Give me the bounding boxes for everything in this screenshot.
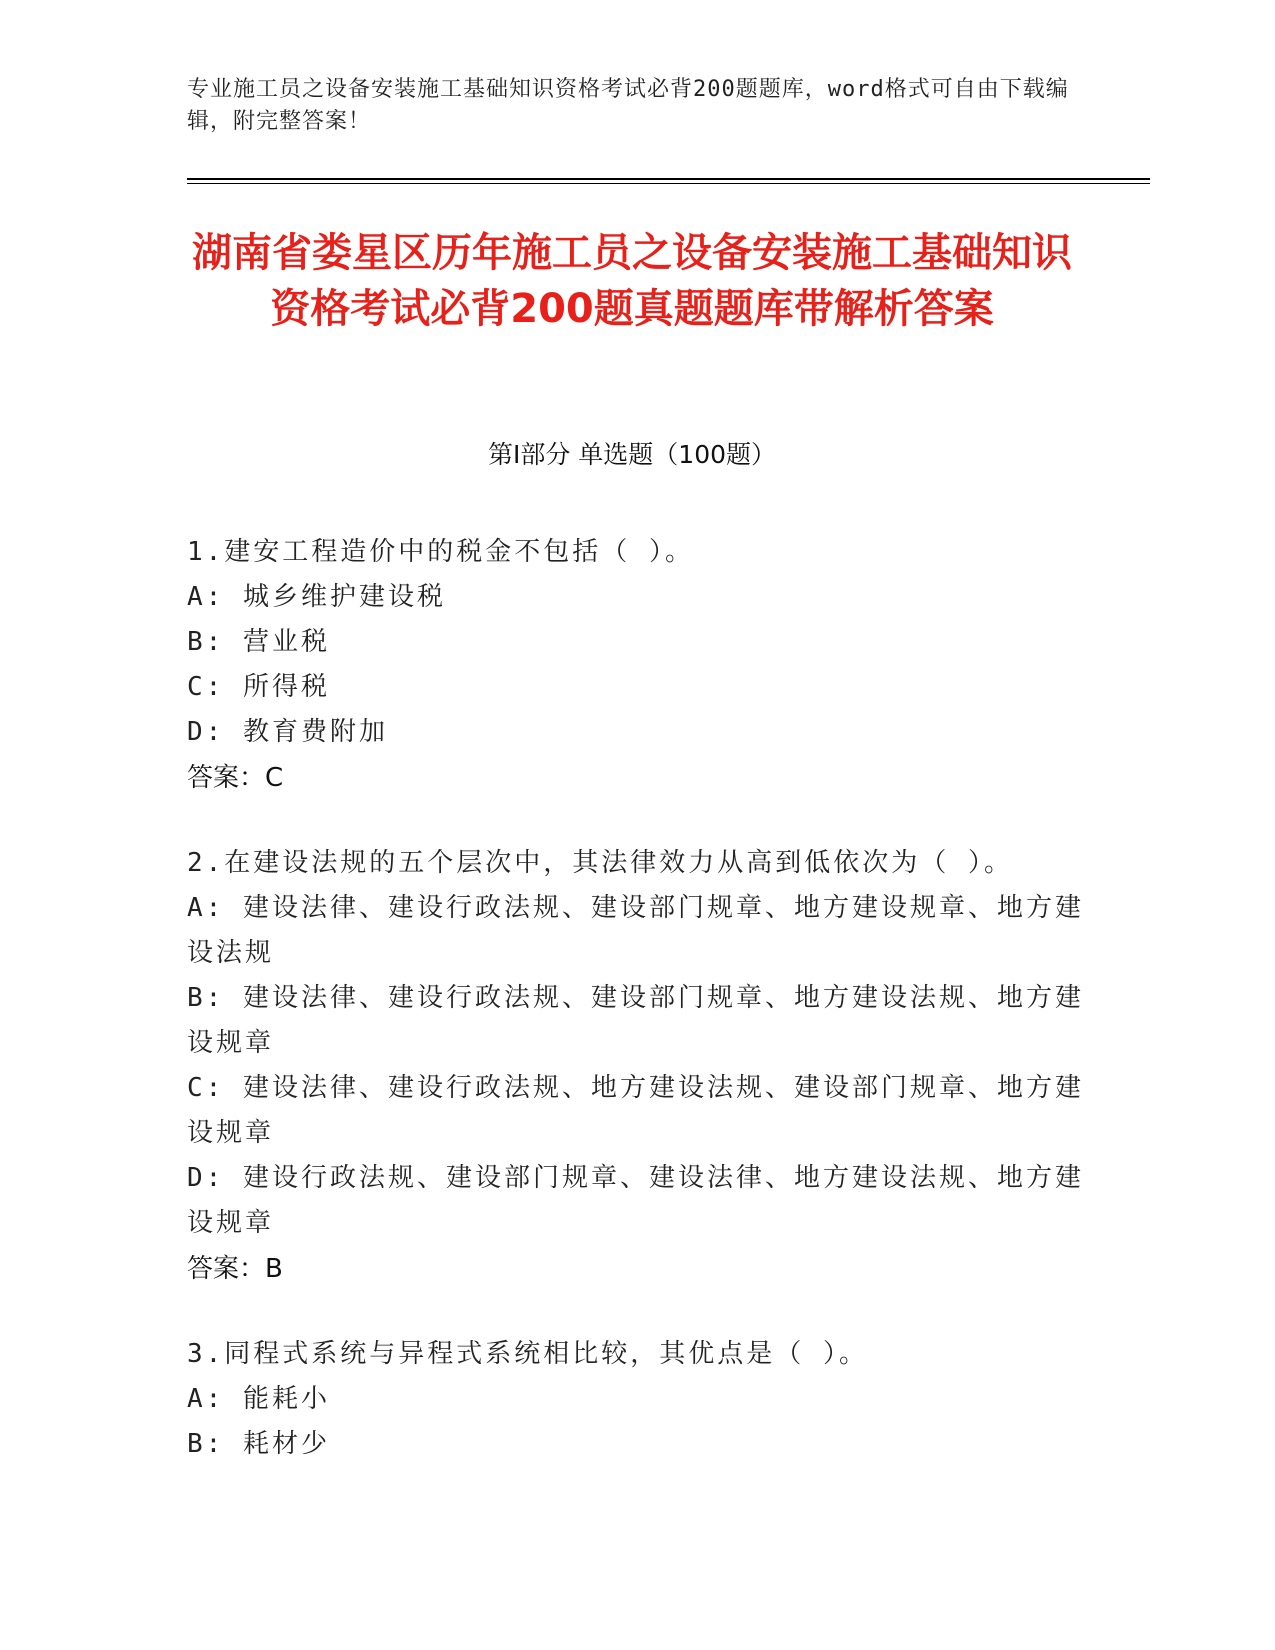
option-d: D: 教育费附加 <box>187 717 388 747</box>
question-2 <box>187 841 1087 1292</box>
document-title: 湖南省娄星区历年施工员之设备安装施工基础知识资格考试必背200题真题题库带解析答案 <box>192 230 1072 332</box>
header-note: 专业施工员之设备安装施工基础知识资格考试必背200题题库，word格式可自由下载编辑，附完整答案！ <box>187 77 1069 134</box>
option-b: B: 营业税 <box>187 627 330 657</box>
option-c: C: 所得税 <box>187 672 330 702</box>
option-b: B: 耗材少 <box>187 1429 330 1459</box>
header-rule-thick <box>187 178 1150 180</box>
question-list <box>187 530 1087 1507</box>
option-d: D: 建设行政法规、建设部门规章、建设法律、地方建设法规、地方建设规章 <box>187 1163 1084 1238</box>
answer: 答案：C <box>187 763 284 793</box>
header-rule-thin <box>187 183 1150 184</box>
option-c: C: 建设法律、建设行政法规、地方建设法规、建设部门规章、地方建设规章 <box>187 1073 1084 1148</box>
section-title: 第Ⅰ部分 单选题（100题） <box>487 440 777 469</box>
question-stem: 3.同程式系统与异程式系统相比较，其优点是（ ）。 <box>187 1339 868 1369</box>
option-a: A: 城乡维护建设税 <box>187 582 446 612</box>
answer: 答案：B <box>187 1254 283 1284</box>
option-b: B: 建设法律、建设行政法规、建设部门规章、地方建设法规、地方建设规章 <box>187 983 1084 1058</box>
question-1 <box>187 530 1087 801</box>
question-3 <box>187 1332 1087 1467</box>
question-stem: 1.建安工程造价中的税金不包括（ ）。 <box>187 537 694 567</box>
question-stem: 2.在建设法规的五个层次中，其法律效力从高到低依次为（ ）。 <box>187 848 1013 878</box>
option-a: A: 能耗小 <box>187 1384 330 1414</box>
option-a: A: 建设法律、建设行政法规、建设部门规章、地方建设规章、地方建设法规 <box>187 893 1084 968</box>
